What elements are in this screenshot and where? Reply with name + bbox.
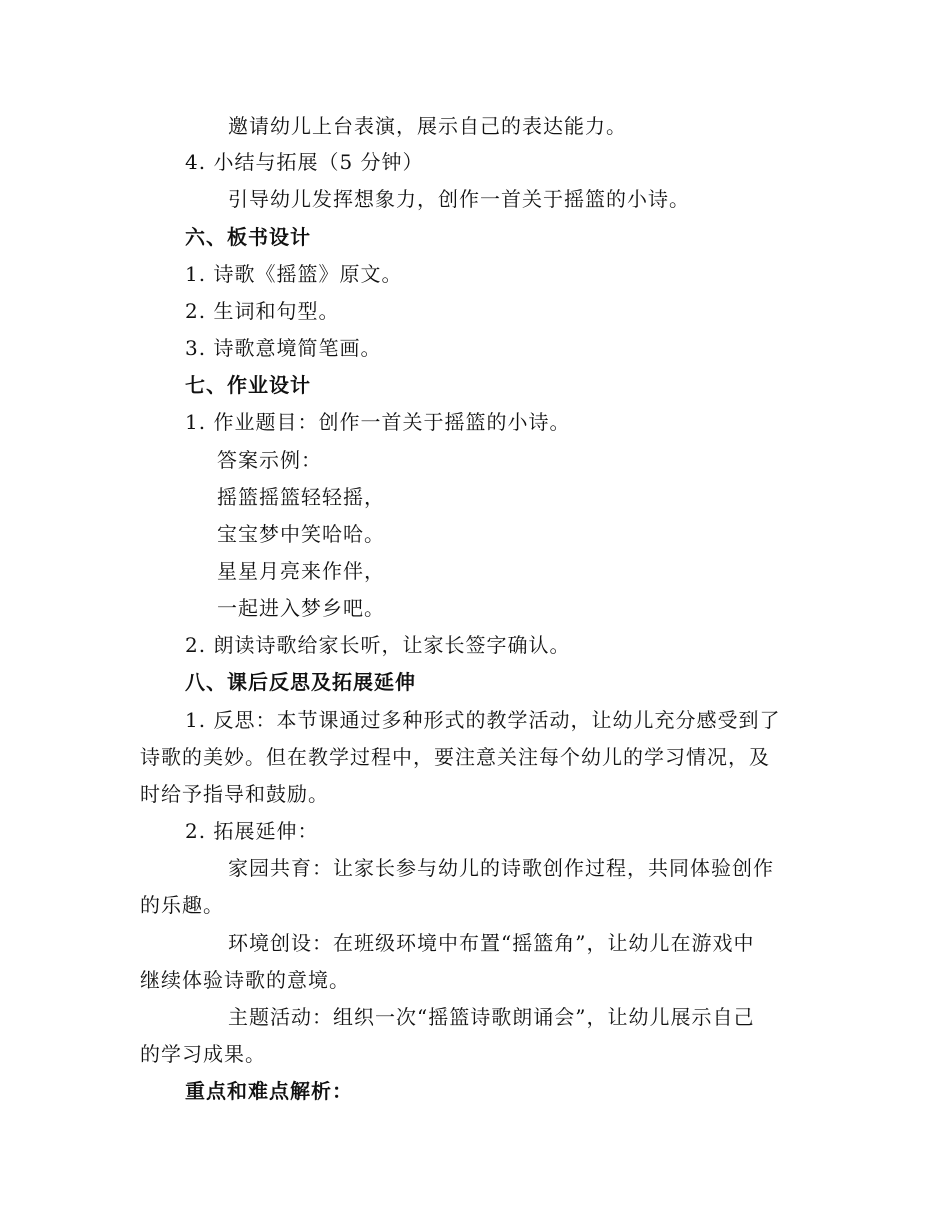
poem-line: 宝宝梦中笑哈哈。 bbox=[217, 522, 385, 546]
poem-line: 摇篮摇篮轻轻摇， bbox=[217, 485, 385, 509]
body-text: 的学习成果。 bbox=[140, 1042, 266, 1066]
body-text: 主题活动：组织一次“摇篮诗歌朗诵会”，让幼儿展示自己 bbox=[228, 1005, 755, 1029]
list-item: 2. 拓展延伸： bbox=[185, 819, 319, 843]
body-text: 时给予指导和鼓励。 bbox=[140, 782, 329, 806]
section-heading: 七、作业设计 bbox=[185, 373, 311, 397]
list-item: 2. 朗读诗歌给家长听，让家长签字确认。 bbox=[185, 633, 571, 657]
poem-line: 星星月亮来作伴， bbox=[217, 559, 385, 583]
body-text: 诗歌的美妙。但在教学过程中，要注意关注每个幼儿的学习情况，及 bbox=[140, 745, 770, 769]
poem-line: 一起进入梦乡吧。 bbox=[217, 596, 385, 620]
body-text: 邀请幼儿上台表演，展示自己的表达能力。 bbox=[228, 114, 627, 138]
body-text: 引导幼儿发挥想象力，创作一首关于摇篮的小诗。 bbox=[228, 187, 690, 211]
list-item: 1. 反思：本节课通过多种形式的教学活动，让幼儿充分感受到了 bbox=[185, 708, 781, 732]
list-item: 4. 小结与拓展（5 分钟） bbox=[185, 150, 424, 174]
list-item: 1. 诗歌《摇篮》原文。 bbox=[185, 262, 403, 286]
body-text: 答案示例： bbox=[217, 448, 322, 472]
list-item: 2. 生词和句型。 bbox=[185, 299, 340, 323]
body-text: 环境创设：在班级环境中布置“摇篮角”，让幼儿在游戏中 bbox=[228, 931, 755, 955]
body-text: 家园共育：让家长参与幼儿的诗歌创作过程，共同体验创作 bbox=[228, 856, 774, 880]
section-heading: 八、课后反思及拓展延伸 bbox=[185, 670, 416, 694]
list-item: 1. 作业题目：创作一首关于摇篮的小诗。 bbox=[185, 410, 571, 434]
list-item: 3. 诗歌意境简笔画。 bbox=[185, 336, 382, 360]
body-text: 继续体验诗歌的意境。 bbox=[140, 968, 350, 992]
section-heading: 六、板书设计 bbox=[185, 225, 311, 249]
body-text: 的乐趣。 bbox=[140, 893, 224, 917]
section-heading: 重点和难点解析： bbox=[185, 1079, 353, 1103]
